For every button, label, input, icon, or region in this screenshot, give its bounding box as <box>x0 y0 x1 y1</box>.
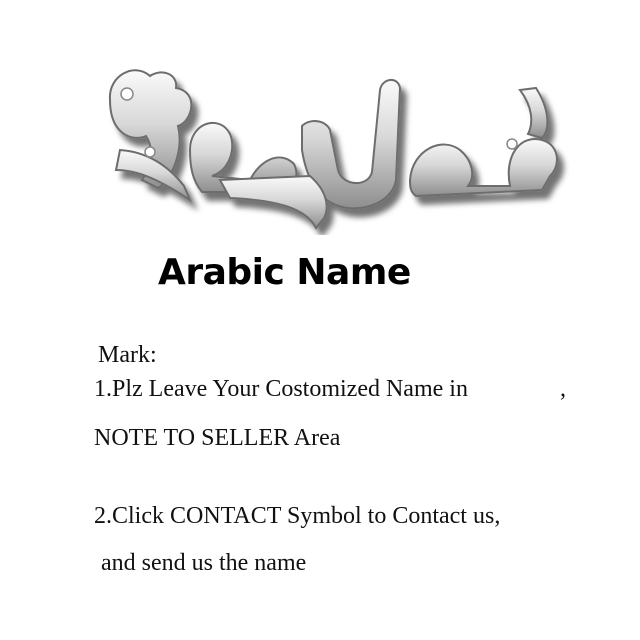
instruction-line-3: 2.Click CONTACT Symbol to Contact us, <box>94 503 501 529</box>
mark-label: Mark: <box>98 342 157 368</box>
instruction-line-2: NOTE TO SELLER Area <box>94 425 341 451</box>
instruction-line-4: and send us the name <box>101 550 307 576</box>
instruction-line-1: 1.Plz Leave Your Costomized Name in <box>94 376 468 402</box>
pendant-shape <box>110 70 557 228</box>
product-title: Arabic Name <box>158 252 411 293</box>
instruction-line-1-mark: , <box>560 376 566 402</box>
arabic-name-pendant-image <box>80 30 570 235</box>
